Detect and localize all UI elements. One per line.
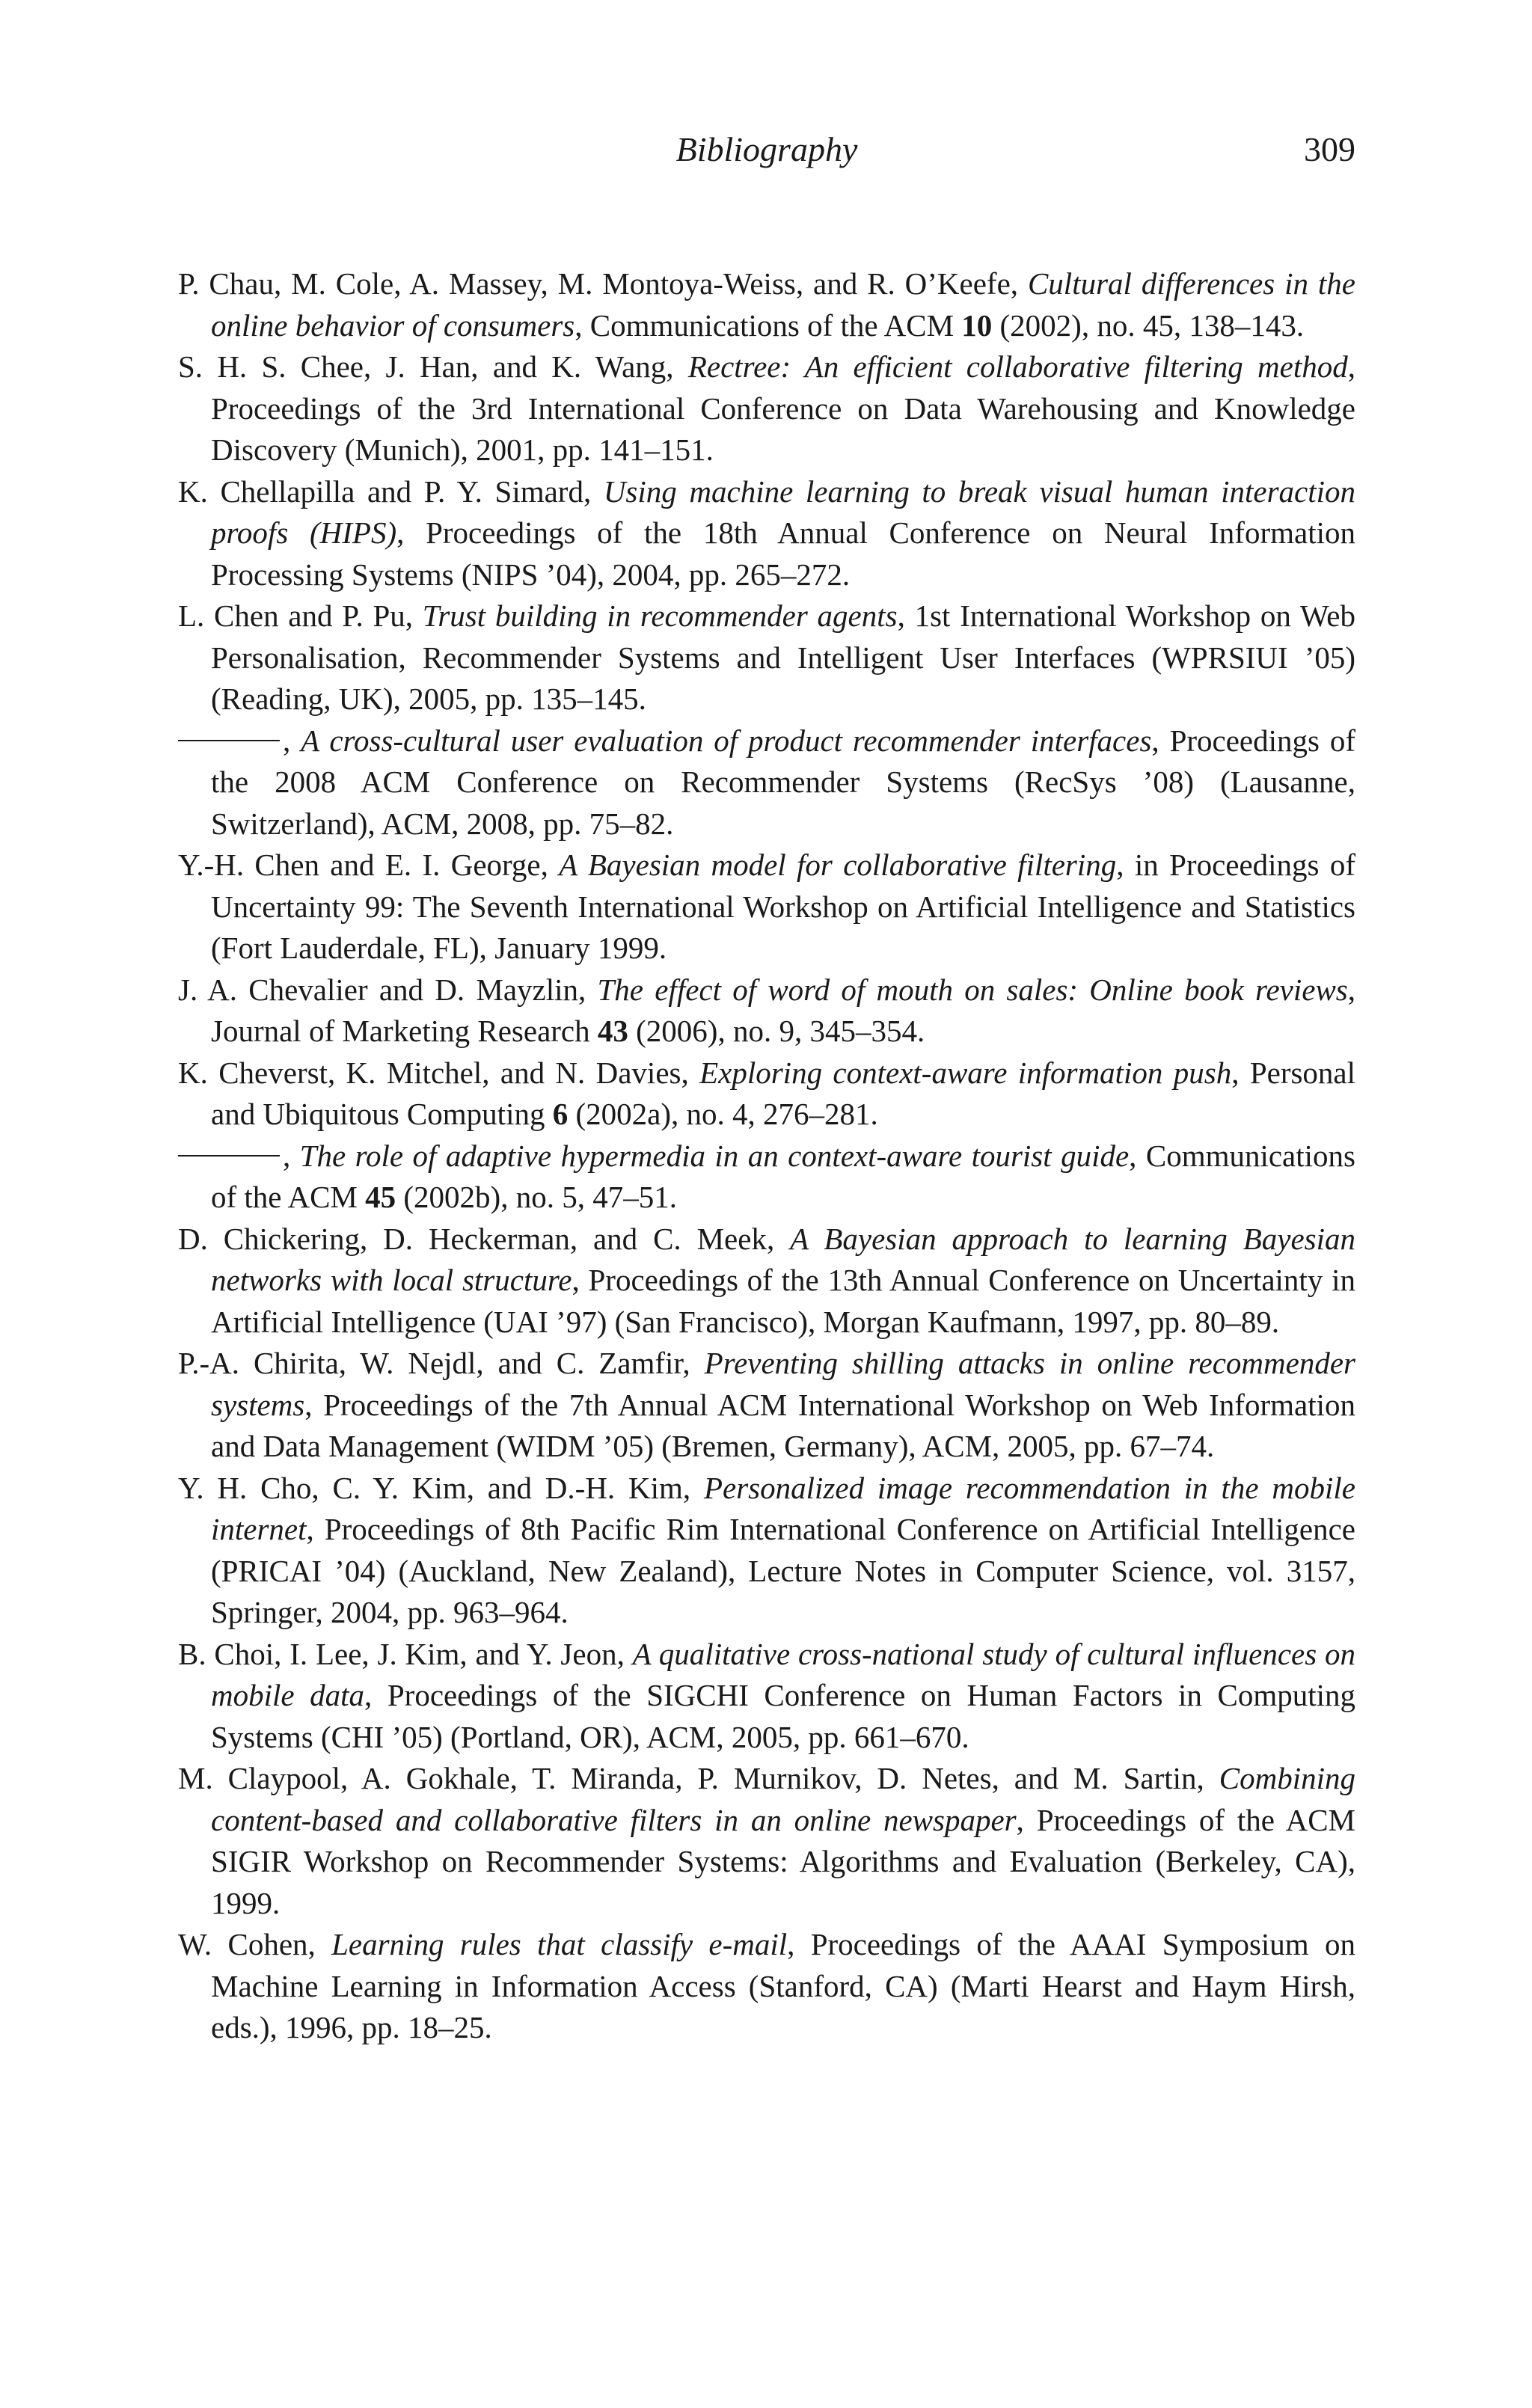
bibliography-entry (178, 969, 1355, 1053)
entry-title: A qualitative cross-national study of cultural influences on mobile data (211, 1636, 1355, 1712)
entry-title: Personalized image recommendation in the mobile internet (211, 1470, 1356, 1546)
entry-title: Rectree: An efficient collaborative filtering method (687, 349, 1348, 384)
entry-details: (2006), no. 9, 345–354. (628, 1014, 925, 1048)
entry-authors: P. Chau, M. Cole, A. Massey, M. Montoya-Weiss, and R. O’Keefe, (178, 266, 1019, 301)
entry-volume: 43 (597, 1014, 628, 1048)
entry-volume: 10 (961, 307, 993, 343)
entry-venue: , Communications of the ACM (574, 307, 962, 343)
bibliography-entry (178, 845, 1355, 969)
entry-authors: K. Chellapilla and P. Y. Simard, (178, 474, 592, 509)
bibliography-entry (178, 471, 1355, 596)
entry-authors: J. A. Chevalier and D. Mayzlin, (178, 972, 586, 1007)
bibliography-entry (178, 720, 1355, 845)
entry-details: (2002), no. 45, 138–143. (992, 307, 1305, 343)
entry-title: A Bayesian approach to learning Bayesian networks with local structure (211, 1221, 1356, 1297)
entry-details: , Proceedings of the SIGCHI Conference on Human Factors in Computing Systems (CHI ’05) (Portland, OR), ACM, 2005, pp. 661–670. (211, 1678, 1355, 1754)
entry-title: Cultural differences in the online behavior of consumers (211, 266, 1356, 343)
bibliography-list (178, 263, 1355, 2049)
entry-details: , Proceedings of the 13th Annual Conference on Uncertainty in Artificial Intelligence (UAI ’97) (San Francisco), Morgan Kaufmann, 1997, pp. 80–89. (211, 1263, 1355, 1339)
page-header (178, 126, 1355, 174)
entry-details: , 1st International Workshop on Web Personalisation, Recommender Systems and Intelligent User Interfaces (WPRSIUI ’05) (Reading, UK), 2005, pp. 135–145. (211, 598, 1355, 716)
entry-authors: L. Chen and P. Pu, (178, 598, 414, 633)
entry-details: , Proceedings of the 7th Annual ACM International Workshop on Web Information and Data Management (WIDM ’05) (Bremen, Germany), ACM, 2005, pp. 67–74. (211, 1387, 1355, 1463)
entry-details: , Proceedings of 8th Pacific Rim International Conference on Artificial Intelligence (PRICAI ’04) (Auckland, New Zealand), Lecture Notes in Computer Science, vol. 3157, Springer, 2004, pp. 963–964. (211, 1512, 1355, 1629)
entry-title: Exploring context-aware information push (699, 1055, 1232, 1090)
entry-details: , Proceedings of the AAAI Symposium on Machine Learning in Information Access (Stanford, CA) (Marti Hearst and Haym Hirsh, eds.), 1996, pp. 18–25. (211, 1927, 1355, 2044)
repeated-author-dash (178, 1155, 280, 1156)
bibliography-entry (178, 1758, 1355, 1924)
bibliography-entry (178, 595, 1355, 720)
entry-title: Using machine learning to break visual human interaction proofs (HIPS) (211, 474, 1356, 550)
entry-title: Combining content-based and collaborative filters in an online newspaper (211, 1761, 1356, 1837)
entry-title: The effect of word of mouth on sales: Online book reviews (597, 972, 1348, 1007)
entry-venue: , Journal of Marketing Research (211, 972, 1356, 1048)
bibliography-entry (178, 346, 1355, 471)
entry-authors: Y. H. Cho, C. Y. Kim, and D.-H. Kim, (178, 1470, 691, 1505)
bibliography-entry (178, 1219, 1355, 1344)
entry-authors: , (283, 723, 291, 758)
entry-authors: B. Choi, I. Lee, J. Kim, and Y. Jeon, (178, 1636, 625, 1671)
entry-title: Trust building in recommender agents (422, 598, 898, 633)
bibliography-entry (178, 1343, 1355, 1468)
bibliography-entry (178, 1468, 1355, 1634)
entry-details: , Proceedings of the 18th Annual Conference on Neural Information Processing Systems (NIPS ’04), 2004, pp. 265–272. (211, 515, 1355, 592)
entry-details: , Proceedings of the ACM SIGIR Workshop on Recommender Systems: Algorithms and Evaluation (Berkeley, CA), 1999. (211, 1802, 1355, 1920)
entry-details: (2002b), no. 5, 47–51. (396, 1180, 677, 1214)
entry-authors: Y.-H. Chen and E. I. George, (178, 848, 548, 882)
bibliography-entry (178, 1136, 1355, 1219)
entry-details: , Proceedings of the 2008 ACM Conference on Recommender Systems (RecSys ’08) (Lausanne, Switzerland), ACM, 2008, pp. 75–82. (211, 723, 1356, 841)
entry-title: A Bayesian model for collaborative filtering (559, 848, 1117, 882)
entry-title: Learning rules that classify e-mail (331, 1927, 788, 1961)
entry-details: , Proceedings of the 3rd International Conference on Data Warehousing and Knowledge Discovery (Munich), 2001, pp. 141–151. (211, 349, 1356, 467)
entry-authors: S. H. S. Chee, J. Han, and K. Wang, (178, 349, 674, 384)
entry-volume: 45 (365, 1180, 396, 1214)
entry-authors: , (283, 1138, 291, 1173)
entry-authors: D. Chickering, D. Heckerman, and C. Meek, (178, 1221, 775, 1256)
entry-title: A cross-cultural user evaluation of product recommender interfaces (301, 723, 1152, 758)
entry-venue: , Personal and Ubiquitous Computing (211, 1055, 1356, 1131)
entry-details: (2002a), no. 4, 276–281. (568, 1097, 878, 1131)
entry-authors: K. Cheverst, K. Mitchel, and N. Davies, (178, 1055, 689, 1090)
bibliography-entry (178, 1053, 1355, 1136)
repeated-author-dash (178, 740, 280, 741)
entry-details: , in Proceedings of Uncertainty 99: The Seventh International Workshop on Artificial Intelligence and Statistics (Fort Lauderdale, FL), January 1999. (211, 848, 1356, 965)
entry-authors: M. Claypool, A. Gokhale, T. Miranda, P. Murnikov, D. Netes, and M. Sartin, (178, 1761, 1204, 1795)
bibliography-entry (178, 263, 1355, 346)
entry-title: The role of adaptive hypermedia in an context-aware tourist guide (299, 1138, 1130, 1173)
entry-authors: W. Cohen, (178, 1927, 316, 1961)
entry-title: Preventing shilling attacks in online recommender systems (211, 1346, 1355, 1422)
page-number: 309 (1304, 130, 1355, 168)
entry-venue: , Communications of the ACM (211, 1138, 1355, 1214)
bibliography-entry (178, 1924, 1355, 2049)
entry-authors: P.-A. Chirita, W. Nejdl, and C. Zamfir, (178, 1346, 690, 1380)
running-title: Bibliography (675, 130, 858, 168)
bibliography-entry (178, 1634, 1355, 1759)
entry-volume: 6 (552, 1097, 569, 1131)
